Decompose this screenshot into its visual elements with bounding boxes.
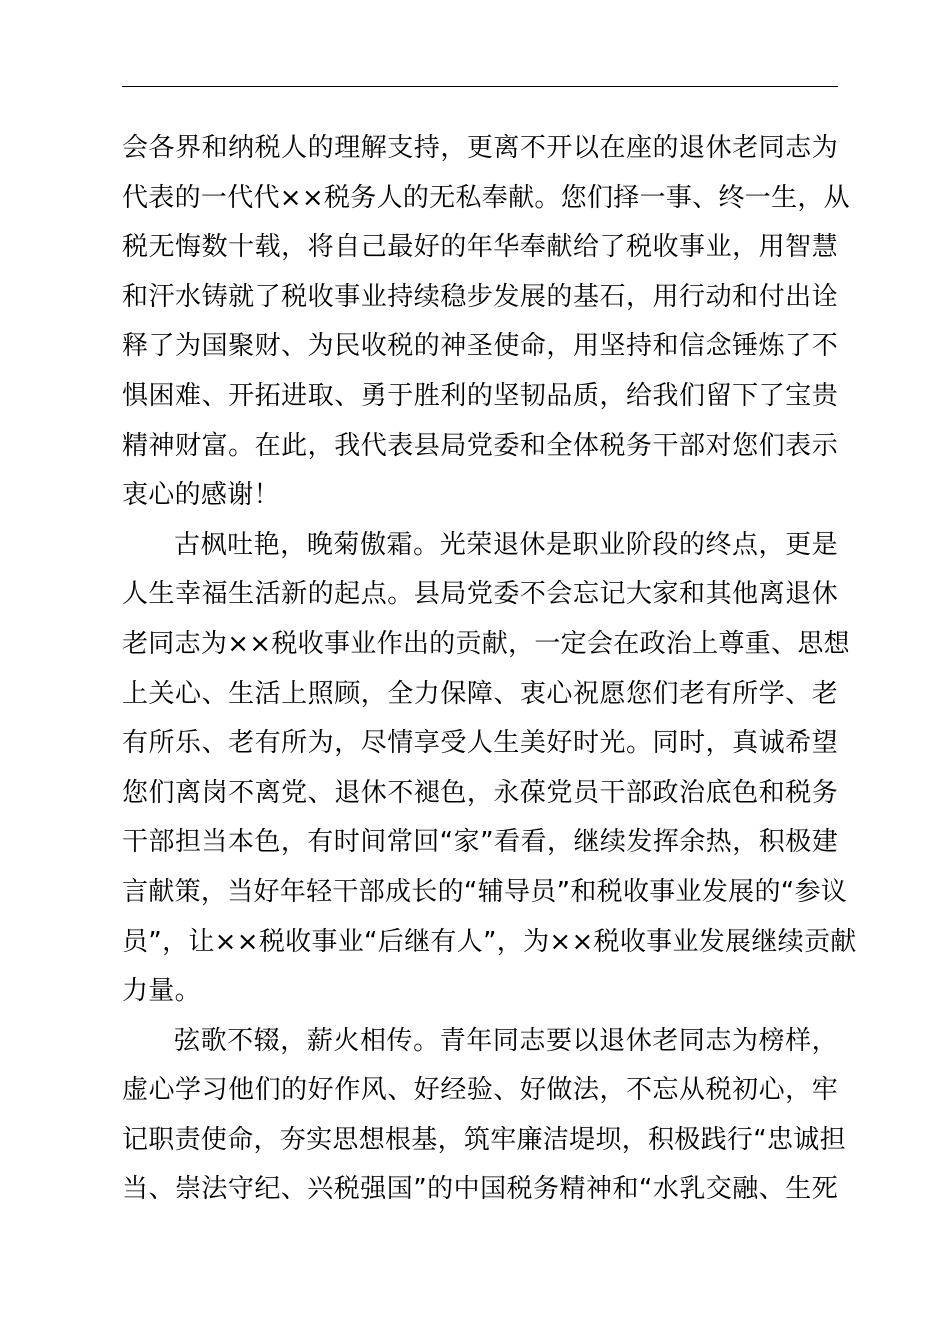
header-rule <box>122 86 838 87</box>
text-line: 税无悔数十载，将自己最好的年华奉献给了税收事业，用智慧 <box>122 232 838 263</box>
text-line: 员”，让××税收事业“后继有人”，为××税收事业发展继续贡献 <box>122 926 857 957</box>
text-line: 有所乐、老有所为，尽情享受人生美好时光。同时，真诚希望 <box>122 728 838 759</box>
text-line: 释了为国聚财、为民收税的神圣使命，用坚持和信念锤炼了不 <box>122 331 838 362</box>
text-line: 干部担当本色，有时间常回“家”看看，继续发挥余热，积极建 <box>122 827 838 858</box>
text-line: 力量。 <box>122 976 201 1007</box>
text-line: 虚心学习他们的好作风、好经验、好做法，不忘从税初心，牢 <box>122 1075 838 1106</box>
text-line: 上关心、生活上照顾，全力保障、衷心祝愿您们老有所学、老 <box>122 678 838 709</box>
text-line: 会各界和纳税人的理解支持，更离不开以在座的退休老同志为 <box>122 133 838 163</box>
text-line: 言献策，当好年轻干部成长的“辅导员”和税收事业发展的“参议 <box>122 876 848 907</box>
text-line: 和汗水铸就了税收事业持续稳步发展的基石，用行动和付出诠 <box>122 281 838 312</box>
text-line: 精神财富。在此，我代表县局党委和全体税务干部对您们表示 <box>122 430 838 461</box>
text-line: 惧困难、开拓进取、勇于胜利的坚韧品质，给我们留下了宝贵 <box>122 380 838 411</box>
paragraph-first-line: 弦歌不辍，薪火相传。青年同志要以退休老同志为榜样， <box>174 1025 838 1056</box>
text-line: 老同志为××税收事业作出的贡献，一定会在政治上尊重、思想 <box>122 628 850 659</box>
text-line: 您们离岗不离党、退休不褪色，永葆党员干部政治底色和税务 <box>122 777 838 808</box>
body-text <box>122 124 857 1215</box>
text-line: 记职责使命，夯实思想根基，筑牢廉洁堤坝，积极践行“忠诚担 <box>122 1124 846 1155</box>
text-line: 当、崇法守纪、兴税强国”的中国税务精神和“水乳交融、生死 <box>122 1174 838 1205</box>
text-line: 人生幸福生活新的起点。县局党委不会忘记大家和其他离退休 <box>122 579 838 610</box>
paragraph-first-line: 古枫吐艳，晚菊傲霜。光荣退休是职业阶段的终点，更是 <box>174 529 838 560</box>
text-line: 衷心的感谢！ <box>122 480 280 511</box>
text-line: 代表的一代代××税务人的无私奉献。您们择一事、终一生，从 <box>122 182 850 213</box>
